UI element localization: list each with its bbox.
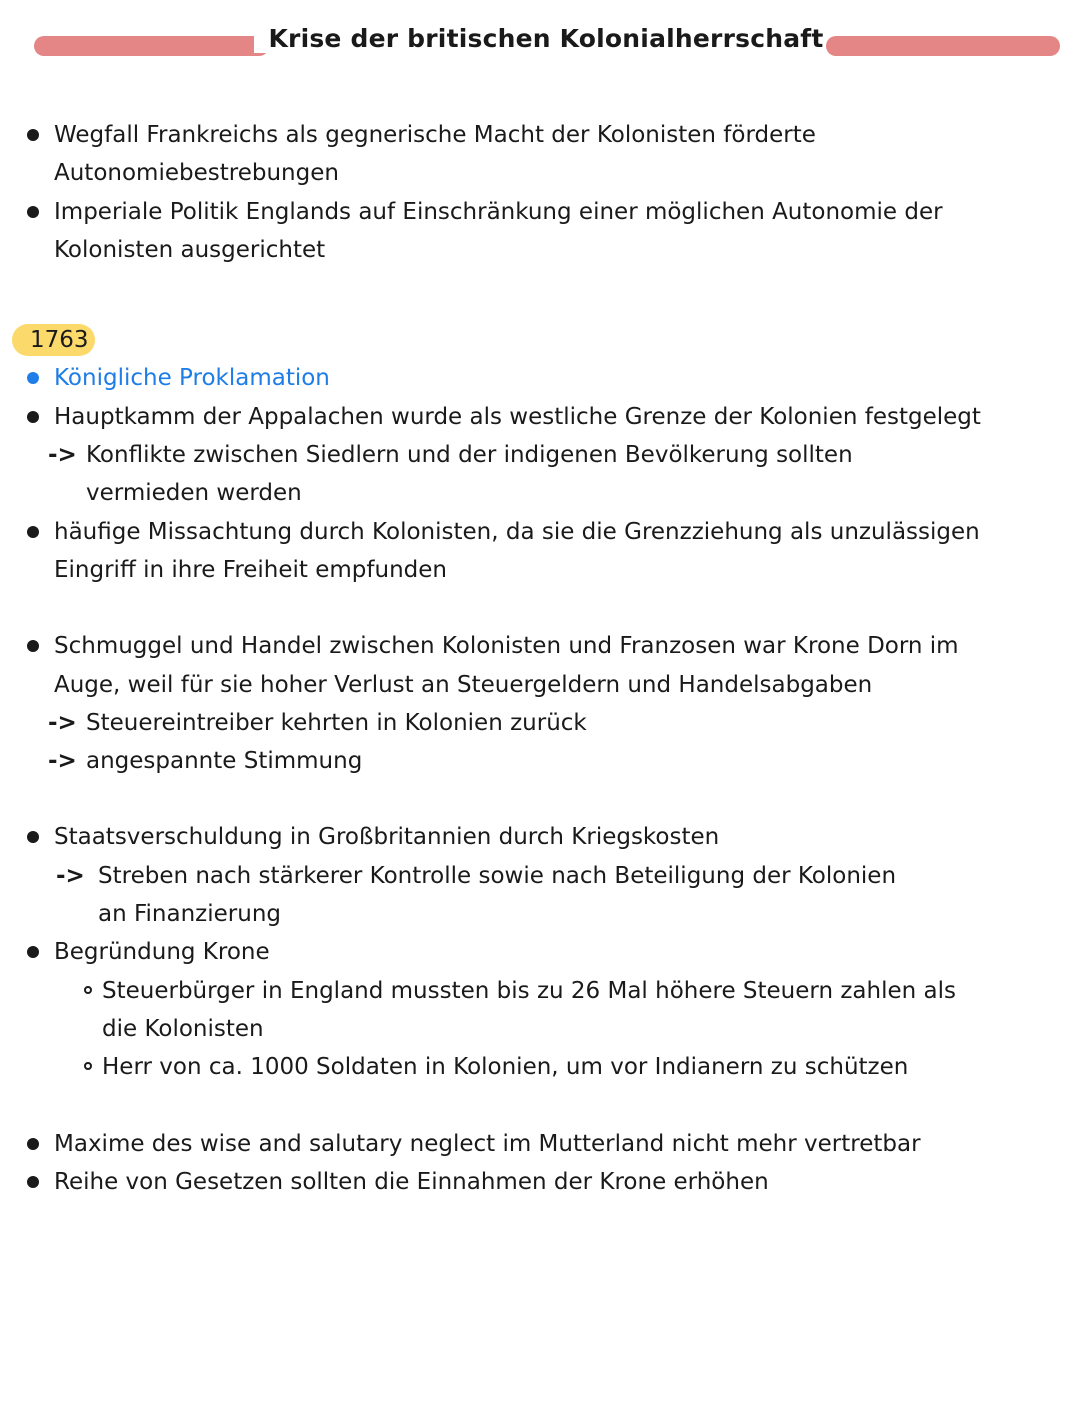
bullet-text: häufige Missachtung durch Kolonisten, da sie die Grenzziehung als unzulässigen [54, 518, 980, 545]
section-smuggling [26, 627, 1056, 780]
page-title-text: Krise der britischen Kolonialherrschaft [254, 24, 837, 53]
bullet-item [26, 398, 1056, 436]
page-header [30, 22, 1062, 70]
arrow-icon: -> [48, 709, 77, 736]
bullet-dot-icon [27, 206, 39, 218]
bullet-item-proclamation [26, 359, 1056, 397]
bullet-dot-icon [27, 946, 39, 958]
bullet-text: Begründung Krone [54, 939, 270, 966]
proclamation-heading: Königliche Proklamation [54, 365, 330, 392]
section-background [26, 116, 1056, 269]
notes-content [26, 116, 1056, 1201]
bullet-item [26, 1125, 1056, 1163]
arrow-item [26, 742, 1056, 780]
circle-bullet-icon [84, 986, 92, 994]
arrow-text-continuation: vermieden werden [86, 480, 302, 507]
bullet-item [26, 116, 1056, 193]
bullet-dot-icon [27, 640, 39, 652]
bullet-dot-icon [27, 831, 39, 843]
arrow-item [26, 704, 1056, 742]
bullet-item [26, 1163, 1056, 1201]
bullet-item [26, 933, 1056, 971]
bullet-text: Hauptkamm der Appalachen wurde als westliche Grenze der Kolonien festgelegt [54, 403, 981, 430]
bullet-text-continuation: Eingriff in ihre Freiheit empfunden [54, 556, 447, 583]
arrow-item [26, 857, 1056, 934]
bullet-item [26, 513, 1056, 590]
arrow-icon: -> [56, 862, 85, 889]
arrow-icon: -> [48, 748, 77, 775]
arrow-text-continuation: an Finanzierung [98, 901, 282, 928]
bullet-text-continuation: Auge, weil für sie hoher Verlust an Steuergeldern und Handelsabgaben [54, 671, 873, 698]
year-badge: 1763 [12, 324, 95, 356]
bullet-dot-icon [27, 372, 39, 384]
bullet-dot-icon [27, 1138, 39, 1150]
bullet-text: Imperiale Politik Englands auf Einschränkung einer möglichen Autonomie der [54, 198, 943, 225]
arrow-text: Konflikte zwischen Siedlern und der indigenen Bevölkerung sollten [86, 442, 853, 469]
arrow-item [26, 436, 1056, 513]
bullet-dot-icon [27, 411, 39, 423]
circle-bullet-icon [84, 1062, 92, 1070]
sub-bullet-text-continuation: die Kolonisten [102, 1015, 264, 1042]
title-bar-right [826, 36, 1060, 56]
bullet-text: Reihe von Gesetzen sollten die Einnahmen der Krone erhöhen [54, 1168, 769, 1195]
arrow-text: Streben nach stärkerer Kontrolle sowie nach Beteiligung der Kolonien [98, 862, 897, 889]
bullet-text-continuation: Kolonisten ausgerichtet [54, 236, 326, 263]
bullet-dot-icon [27, 129, 39, 141]
bullet-dot-icon [27, 526, 39, 538]
arrow-text: Steuereintreiber kehrten in Kolonien zurück [86, 709, 587, 736]
section-maxime [26, 1125, 1056, 1202]
bullet-item [26, 193, 1056, 270]
sub-bullet-text: Herr von ca. 1000 Soldaten in Kolonien, um vor Indianern zu schützen [102, 1054, 909, 1081]
bullet-text: Wegfall Frankreichs als gegnerische Macht der Kolonisten förderte [54, 122, 816, 148]
bullet-text: Schmuggel und Handel zwischen Kolonisten und Franzosen war Krone Dorn im [54, 633, 959, 660]
bullet-item [26, 818, 1056, 856]
sub-bullet-item [26, 972, 1056, 1049]
arrow-text: angespannte Stimmung [86, 748, 363, 775]
section-debt [26, 818, 1056, 1086]
bullet-item [26, 627, 1056, 704]
bullet-dot-icon [27, 1176, 39, 1188]
section-1763 [26, 321, 1056, 589]
sub-bullet-item [26, 1048, 1056, 1086]
sub-bullet-text: Steuerbürger in England mussten bis zu 26 Mal höhere Steuern zahlen als [102, 977, 956, 1004]
bullet-text: Staatsverschuldung in Großbritannien durch Kriegskosten [54, 824, 720, 851]
bullet-text: Maxime des wise and salutary neglect im Mutterland nicht mehr vertretbar [54, 1130, 921, 1157]
arrow-icon: -> [48, 442, 77, 469]
bullet-text-continuation: Autonomiebestrebungen [54, 160, 339, 187]
